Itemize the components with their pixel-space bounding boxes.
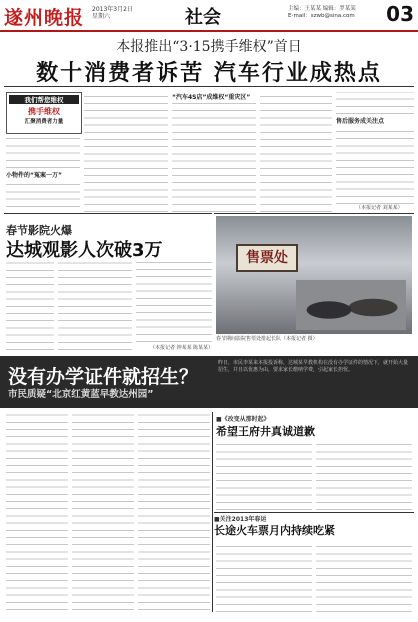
body-text: [216, 540, 312, 612]
body-text: [172, 102, 256, 212]
divider: [214, 512, 414, 513]
body-text: [316, 540, 412, 612]
section-title: 社会: [185, 7, 221, 28]
body-text: [6, 414, 68, 610]
body-text: [84, 92, 168, 212]
ticket-office-sign: 售票处: [236, 244, 298, 272]
top-story-headline: 数十消费者诉苦 汽车行业成热点: [36, 61, 382, 86]
divider: [4, 86, 414, 87]
newspaper-logo: 遂州晚报: [4, 7, 85, 29]
banner-subtitle: 市民质疑“北京红黄蓝早教达州园”: [8, 389, 154, 400]
divider: [4, 213, 212, 214]
body-text: [136, 262, 212, 342]
column-divider: [212, 412, 213, 612]
banner-summary: 昨日，市民李某来本报投诉称，达城某早教机构在没有办学证件的情况下，就开始大量招生，并且以优惠为由，要求家长缴纳学费，引起家长担忧。: [218, 360, 409, 373]
subheading: 售后服务成关注点: [336, 118, 385, 125]
subheading: 小物件的“冤案一万”: [6, 172, 62, 179]
body-text: [6, 262, 54, 350]
body-text: [72, 414, 134, 610]
body-text: [336, 126, 414, 204]
body-text: [6, 134, 80, 168]
body-text: [216, 440, 312, 510]
photo-caption: 春节期间影院售票处排起长队（本报记者 摄）: [216, 336, 318, 342]
body-text: [138, 414, 210, 610]
campaign-box: 我们帮您维权 携手维权 汇聚消费者力量: [6, 92, 82, 134]
spring-film-kicker: 春节影院火爆: [6, 224, 72, 237]
issue-date: 2013年3月2日 星期六: [92, 6, 133, 20]
story-title: 长途火车票月内持续吃紧: [214, 524, 335, 537]
story-tagline: ■关注2013年春运: [214, 516, 267, 523]
story-title: 希望王府井真诚道歉: [216, 425, 315, 438]
editor-credits: 主编：王某某 编辑：罗某某 E-mail：szwb@sina.com: [288, 6, 356, 19]
body-text: [336, 92, 414, 114]
body-text: [6, 180, 80, 214]
spring-film-title: 达城观影人次破3万: [6, 240, 163, 261]
top-story-kicker: 本报推出“3·15携手维权”首日: [116, 39, 302, 55]
body-text: [58, 262, 132, 350]
subheading: “汽车4S店”成维权“重灾区”: [172, 94, 251, 101]
crowd-image: [296, 280, 406, 330]
body-text: [316, 440, 412, 510]
body-text: [260, 92, 332, 212]
banner-title: 没有办学证件就招生？: [8, 366, 199, 388]
page-number: 03: [386, 2, 414, 26]
byline: （本报记者 钟某某 陈某某）: [150, 345, 214, 351]
byline: （本报记者 刘某某）: [356, 205, 403, 211]
divider: [214, 213, 414, 214]
story-tagline: ■《改变从那时起》: [216, 416, 270, 423]
